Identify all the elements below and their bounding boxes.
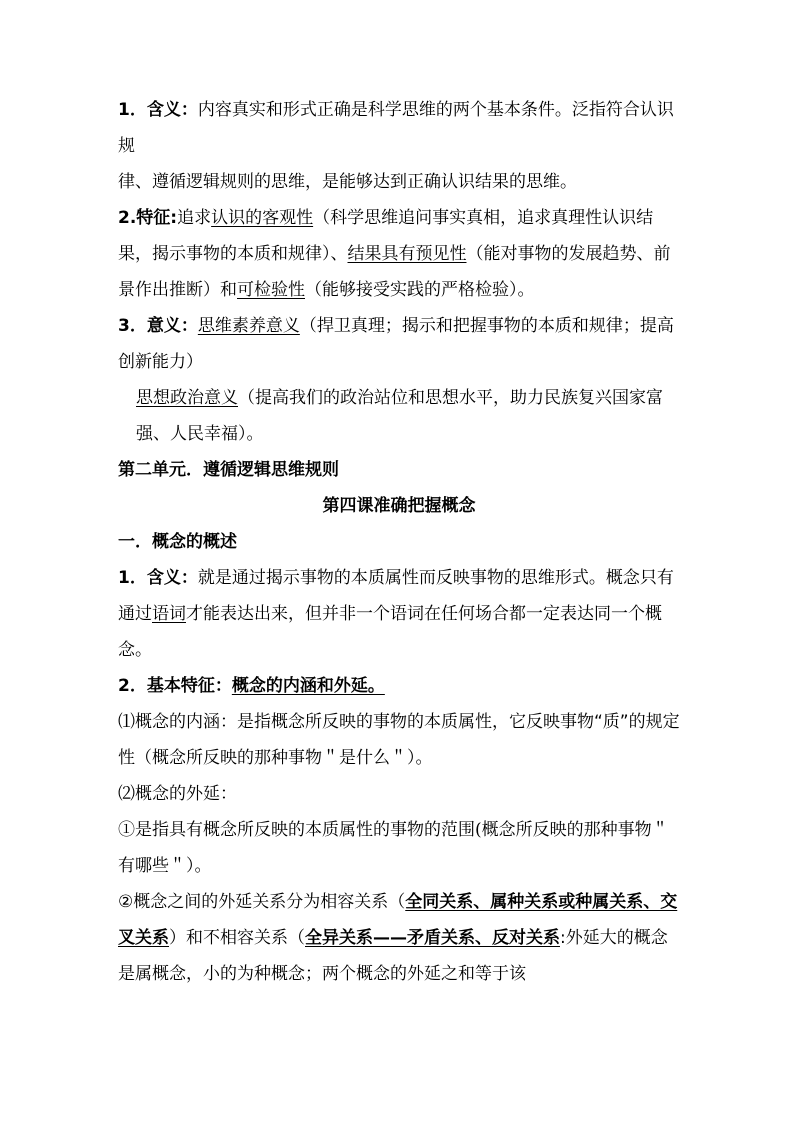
item-text: 概念所反映的那种事物＂有哪些＂ [118, 820, 669, 876]
item-title: 含义： [146, 568, 198, 588]
concept-meaning-paragraph [118, 560, 680, 668]
item-text: （捍卫真理；揭示和把握事物的本质和规律；提高创新能力） [118, 316, 674, 372]
item-text: ）。 [407, 748, 433, 768]
item-text: ①是指具有概念所反映的本质属性的事物的范围( [118, 820, 482, 840]
underlined-term: 可检验性 [237, 280, 305, 300]
concept-feature-paragraph [118, 668, 680, 704]
item-text: ②概念之间的外延关系分为相容关系（ [118, 892, 406, 912]
feature-paragraph [118, 200, 680, 308]
underlined-term: 认识的客观性 [211, 208, 314, 228]
item-text: 律、遵循逻辑规则的思维，是能够达到正确认识结果的思维。 [118, 172, 577, 192]
item-number: 2． [118, 676, 147, 696]
extension-point-2 [118, 884, 680, 992]
underlined-term: 思维素养意义 [197, 316, 300, 336]
item-text: （能够接受实践的严格检验）。 [305, 280, 535, 300]
item-text: ）。 [186, 856, 212, 876]
extension-heading: ⑵概念的外延： [118, 784, 237, 804]
extension-point-1 [118, 812, 680, 884]
item-number: 1． [118, 568, 147, 588]
unit-heading: 第二单元．遵循逻辑思维规则 [118, 460, 339, 480]
item-text: :外延大的概念是属概念，小的为种概念；两个概念的外延之和等于该 [118, 928, 668, 984]
item-number: 1． [118, 100, 147, 120]
item-text: （提高我们的政治站位和思想水平，助力民族复兴国家富强、人民幸福）。 [136, 388, 663, 444]
item-text: 概念所反映的那种事物＂是什么＂ [152, 748, 407, 768]
item-number: 2. [118, 208, 137, 228]
item-text: 就是通过揭示事物的本质属性而反映事物的思维形式。概念只有通过 [118, 568, 674, 624]
underlined-term: 概念的内涵和外延。 [231, 676, 385, 696]
underlined-term: 思想政治意义 [136, 388, 238, 408]
item-title: 基本特征： [146, 676, 232, 696]
item-text: ）和不相容关系（ [169, 928, 305, 948]
document-body [118, 92, 680, 992]
item-text: ⑴概念的内涵：是指概念所反映的事物的本质属性，它反映事物“质”的规定性（ [118, 712, 680, 768]
underlined-term: 全异关系——矛盾关系、反对关系 [305, 928, 560, 948]
item-text: （科学思维追问事实真相，追求真理性认识结果，揭示事物的本质和规律）、 [118, 208, 654, 264]
item-text: 追求 [177, 208, 212, 228]
connotation-paragraph [118, 704, 680, 776]
item-text: 内容真实和形式正确是科学思维的两个基本条件。泛指符合认识规 [118, 100, 674, 156]
underlined-term: 结果具有预见性 [347, 244, 467, 264]
item-title: 含义： [146, 100, 198, 120]
item-title: 特征: [136, 208, 178, 228]
section-heading: 一．概念的概述 [118, 532, 237, 552]
item-text: （能对事物的发展趋势、前景作出推断） [118, 244, 671, 300]
item-title: 意义： [146, 316, 198, 336]
meaning-paragraph [118, 92, 680, 200]
significance-paragraph-2 [118, 380, 680, 452]
item-text: 和 [220, 280, 237, 300]
underlined-term: 全同关系、属种关系或种属关系、交叉关系 [118, 892, 678, 948]
underlined-term: 语词 [152, 604, 186, 624]
lesson-heading: 第四课准确把握概念 [322, 496, 476, 516]
significance-paragraph [118, 308, 680, 380]
item-text: 才能表达出来，但并非一个语词在任何场合都一定表达同一个概念。 [118, 604, 662, 660]
item-number: 3． [118, 316, 147, 336]
